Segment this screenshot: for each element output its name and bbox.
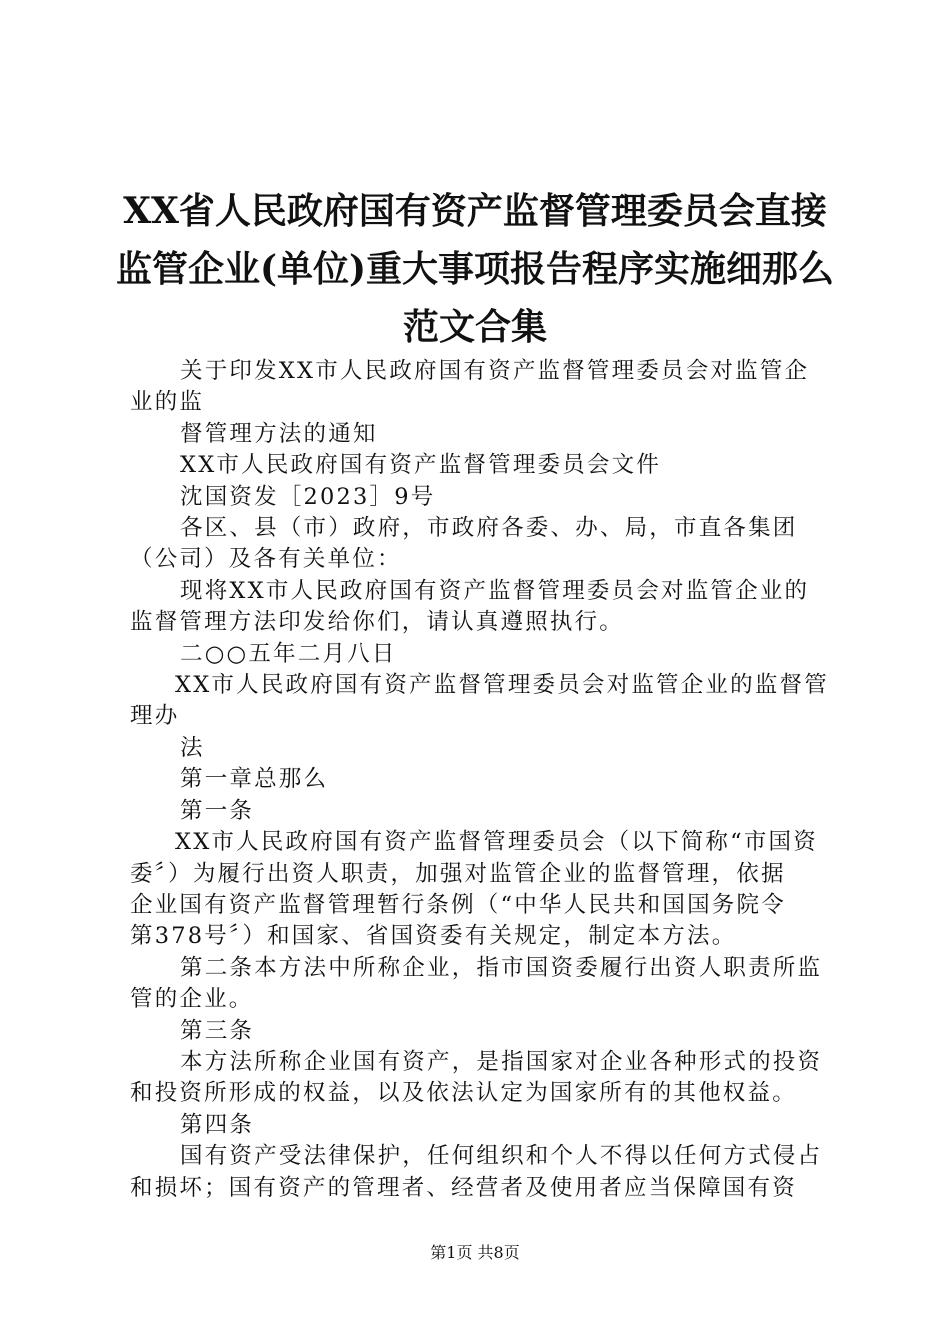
body-line: 第三条 [180, 1017, 255, 1044]
body-line: 委〞）为履行出资人职责，加强对监管企业的监督管理，依据 [130, 860, 786, 887]
body-line: 各区、县（市）政府，市政府各委、办、局，市直各集团 [180, 515, 798, 542]
body-line: 第二条本方法中所称企业，指市国资委履行出资人职责所监 [180, 954, 823, 981]
title-line: 监管企业(单位)重大事项报告程序实施细那么 [115, 248, 835, 290]
body-line: 管的企业。 [130, 986, 254, 1013]
body-line: XX市人民政府国有资产监督管理委员会（以下简称“市国资 [175, 829, 818, 856]
document-body [130, 356, 830, 1204]
page-number: 第1页 共8页 [430, 1243, 520, 1262]
body-line: 关于印发XX市人民政府国有资产监督管理委员会对监管企 [180, 358, 810, 384]
body-line: 第四条 [180, 1111, 255, 1138]
title-line: XX省人民政府国有资产监督管理委员会直接 [123, 190, 827, 232]
body-line: 沈国资发［2023］9号 [180, 483, 436, 510]
body-line: 第378号〞）和国家、省国资委有关规定，制定本方法。 [130, 923, 737, 950]
body-line: 二○○五年二月八日 [180, 640, 397, 667]
body-line: XX市人民政府国有资产监督管理委员会对监管企业的监督管 [175, 672, 829, 699]
body-line: 第一条 [180, 797, 255, 824]
title-line: 范文合集 [402, 306, 547, 348]
body-line: 监督管理方法印发给你们，请认真遵照执行。 [130, 609, 625, 636]
body-line: 企业国有资产监督管理暂行条例（“中华人民共和国国务院令 [130, 891, 786, 918]
body-line: 业的监 [130, 389, 205, 416]
body-line: 国有资产受法律保护，任何组织和个人不得以任何方式侵占 [180, 1143, 823, 1170]
body-line: （公司）及各有关单位： [130, 546, 402, 573]
body-line: 本方法所称企业国有资产，是指国家对企业各种形式的投资 [180, 1048, 823, 1075]
body-line: 法 [180, 734, 205, 761]
body-line: 理办 [130, 703, 180, 730]
body-line: 和投资所形成的权益，以及依法认定为国家所有的其他权益。 [130, 1080, 797, 1107]
body-line: 督管理方法的通知 [180, 420, 378, 447]
body-line: 和损坏；国有资产的管理者、经营者及使用者应当保障国有资 [130, 1174, 797, 1201]
document-title [110, 182, 840, 356]
page-footer [0, 1243, 950, 1263]
body-line: XX市人民政府国有资产监督管理委员会文件 [180, 452, 662, 479]
body-line: 第一章总那么 [180, 766, 329, 793]
body-line: 现将XX市人民政府国有资产监督管理委员会对监管企业的 [180, 577, 810, 604]
